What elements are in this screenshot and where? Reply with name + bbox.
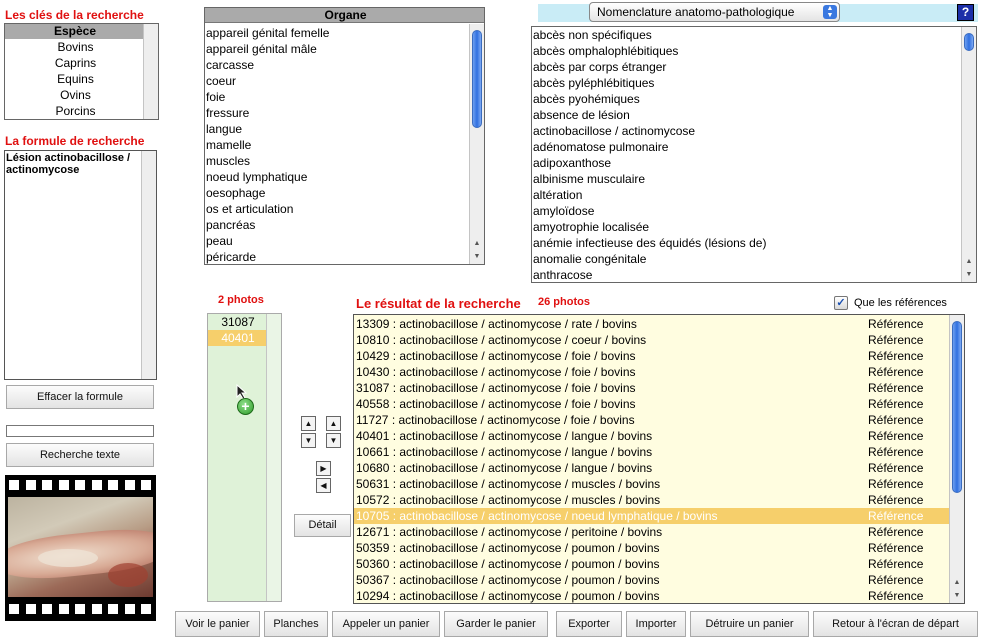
result-row[interactable] xyxy=(354,316,951,332)
result-text: 13309 : actinobacillose / actinomycose / rate / bovins xyxy=(356,317,637,331)
arrow-left-icon[interactable]: ◀ xyxy=(316,478,331,493)
organ-item[interactable]: fressure xyxy=(206,106,250,120)
result-row[interactable] xyxy=(354,588,951,604)
result-text: 50367 : actinobacillose / actinomycose / poumon / bovins xyxy=(356,573,660,587)
result-row[interactable] xyxy=(354,492,951,508)
nomenclature-list[interactable] xyxy=(531,26,977,283)
text-search-input[interactable] xyxy=(6,425,154,437)
result-text: 50360 : actinobacillose / actinomycose / poumon / bovins xyxy=(356,557,660,571)
result-text: 10429 : actinobacillose / actinomycose / foie / bovins xyxy=(356,349,636,363)
organ-list[interactable] xyxy=(204,7,485,265)
organ-scroll-thumb[interactable] xyxy=(472,30,482,128)
back-home-button[interactable]: Retour à l'écran de départ xyxy=(813,611,978,637)
species-item[interactable]: Porcins xyxy=(55,104,96,118)
organ-item[interactable]: coeur xyxy=(206,74,237,88)
import-button[interactable]: Importer xyxy=(626,611,686,637)
nomenclature-item[interactable]: anémie infectieuse des équidés (lésions de) xyxy=(533,236,767,250)
detail-button[interactable]: Détail xyxy=(294,514,351,537)
result-text: 50359 : actinobacillose / actinomycose / poumon / bovins xyxy=(356,541,660,555)
arrow-right-icon[interactable]: ▶ xyxy=(316,461,331,476)
organ-item[interactable]: oesophage xyxy=(206,186,266,200)
result-ref: Référence xyxy=(868,573,924,587)
result-row[interactable] xyxy=(354,364,951,380)
result-text: 10680 : actinobacillose / actinomycose / langue / bovins xyxy=(356,461,653,475)
organ-item[interactable]: os et articulation xyxy=(206,202,294,216)
result-row[interactable] xyxy=(354,380,951,396)
call-basket-button[interactable]: Appeler un panier xyxy=(332,611,440,637)
refs-only-label: Que les références xyxy=(854,297,947,309)
result-ref: Référence xyxy=(868,493,924,507)
arrow-up-icon[interactable]: ▲ xyxy=(301,416,316,431)
nomenclature-item[interactable]: abcès pyohémiques xyxy=(533,92,640,106)
select-arrows-icon: ▲ ▼ xyxy=(823,5,837,19)
scroll-down-icon[interactable]: ▼ xyxy=(965,271,973,278)
results-count: 26 photos xyxy=(538,296,590,308)
view-basket-button[interactable]: Voir le panier xyxy=(175,611,260,637)
film-perforation xyxy=(42,480,52,490)
result-row[interactable] xyxy=(354,444,951,460)
film-perforation xyxy=(92,480,102,490)
result-row[interactable] xyxy=(354,412,951,428)
nomenclature-scrollbar[interactable] xyxy=(961,27,976,282)
result-text: 31087 : actinobacillose / actinomycose / foie / bovins xyxy=(356,381,636,395)
result-ref: Référence xyxy=(868,525,924,539)
result-row[interactable] xyxy=(354,460,951,476)
organ-item[interactable]: carcasse xyxy=(206,58,255,72)
nomenclature-item[interactable]: adipoxanthose xyxy=(533,156,612,170)
nomenclature-item[interactable]: amyloïdose xyxy=(533,204,595,218)
nomenclature-selected: Nomenclature anatomo-pathologique xyxy=(597,5,795,19)
result-row[interactable] xyxy=(354,332,951,348)
result-text: 10294 : actinobacillose / actinomycose / poumon / bovins xyxy=(356,589,660,603)
species-item[interactable]: Ovins xyxy=(60,88,91,102)
scroll-down-icon[interactable]: ▼ xyxy=(473,253,481,260)
result-row[interactable] xyxy=(354,428,951,444)
nomenclature-scroll-thumb[interactable] xyxy=(964,33,974,51)
nomenclature-item[interactable]: anthracose xyxy=(533,268,593,282)
destroy-basket-button[interactable]: Détruire un panier xyxy=(690,611,809,637)
organ-item[interactable]: muscles xyxy=(206,154,251,168)
organ-header: Organe xyxy=(205,8,485,23)
scroll-up-icon[interactable]: ▲ xyxy=(953,579,961,586)
species-scrollbar[interactable] xyxy=(143,24,158,119)
film-perforation xyxy=(59,480,69,490)
photo-thumbnail xyxy=(8,497,153,597)
species-item[interactable]: Caprins xyxy=(54,56,97,70)
arrow-down-icon[interactable]: ▼ xyxy=(326,433,341,448)
film-perforation xyxy=(75,604,85,614)
result-text: 10705 : actinobacillose / actinomycose / noeud lymphatique / bovins xyxy=(356,509,718,523)
species-item[interactable]: Equins xyxy=(57,72,94,86)
nomenclature-item[interactable]: abcès non spécifiques xyxy=(533,28,652,42)
photo-id-list[interactable] xyxy=(207,313,282,602)
film-perforation xyxy=(26,604,36,614)
result-row[interactable] xyxy=(354,540,951,556)
film-perforation xyxy=(141,604,151,614)
nomenclature-item[interactable]: abcès omphalophlébitiques xyxy=(533,44,679,58)
result-text: 10810 : actinobacillose / actinomycose / coeur / bovins xyxy=(356,333,647,347)
result-ref: Référence xyxy=(868,557,924,571)
species-item[interactable]: Bovins xyxy=(57,40,94,54)
result-row[interactable] xyxy=(354,572,951,588)
film-perforation xyxy=(9,604,19,614)
result-row[interactable] xyxy=(354,508,951,524)
nomenclature-item[interactable]: abcès par corps étranger xyxy=(533,60,667,74)
formula-textarea[interactable] xyxy=(4,150,157,380)
result-text: 12671 : actinobacillose / actinomycose / peritoine / bovins xyxy=(356,525,663,539)
result-ref: Référence xyxy=(868,317,924,331)
organ-scrollbar[interactable] xyxy=(469,24,484,264)
nomenclature-item[interactable]: albinisme musculaire xyxy=(533,172,646,186)
film-perforation xyxy=(92,604,102,614)
result-ref: Référence xyxy=(868,397,924,411)
result-ref: Référence xyxy=(868,461,924,475)
organ-item[interactable]: pancréas xyxy=(206,218,256,232)
result-text: 10572 : actinobacillose / actinomycose / muscles / bovins xyxy=(356,493,661,507)
nomenclature-item[interactable]: absence de lésion xyxy=(533,108,630,122)
photo-id-item-selected[interactable]: 40401 xyxy=(208,330,268,346)
film-perforation xyxy=(42,604,52,614)
organ-item[interactable]: foie xyxy=(206,90,226,104)
result-ref: Référence xyxy=(868,589,924,603)
nomenclature-item[interactable]: altération xyxy=(533,188,583,202)
species-list[interactable] xyxy=(4,23,159,120)
formula-title: La formule de recherche xyxy=(5,134,145,148)
result-text: 50631 : actinobacillose / actinomycose / muscles / bovins xyxy=(356,477,661,491)
result-row[interactable] xyxy=(354,476,951,492)
results-title: Le résultat de la recherche xyxy=(356,296,521,311)
results-list[interactable] xyxy=(353,314,965,604)
result-ref: Référence xyxy=(868,477,924,491)
nomenclature-select[interactable] xyxy=(589,2,840,22)
nomenclature-item[interactable]: anomalie congénitale xyxy=(533,252,647,266)
help-button[interactable]: ? xyxy=(957,4,974,21)
keys-title: Les clés de la recherche xyxy=(5,8,144,22)
nomenclature-item[interactable]: actinobacillose / actinomycose xyxy=(533,124,696,138)
result-row[interactable] xyxy=(354,348,951,364)
organ-item[interactable]: langue xyxy=(206,122,243,136)
film-perforation xyxy=(59,604,69,614)
film-perforation xyxy=(141,480,151,490)
photo-count: 2 photos xyxy=(218,294,264,306)
photo-id-item[interactable]: 31087 xyxy=(221,315,255,329)
formula-text: Lésion actinobacillose / actinomycose xyxy=(6,152,131,176)
film-perforation xyxy=(108,604,118,614)
nomenclature-item[interactable]: amyotrophie localisée xyxy=(533,220,650,234)
formula-scrollbar[interactable] xyxy=(141,151,156,379)
scroll-up-icon[interactable]: ▲ xyxy=(965,258,973,265)
film-perforation xyxy=(26,480,36,490)
film-perforation xyxy=(108,480,118,490)
result-ref: Référence xyxy=(868,365,924,379)
scroll-up-icon[interactable]: ▲ xyxy=(473,240,481,247)
result-ref: Référence xyxy=(868,413,924,427)
refs-only-checkbox[interactable]: ✓ xyxy=(834,296,848,310)
nomenclature-item[interactable]: adénomatose pulmonaire xyxy=(533,140,669,154)
organ-item[interactable]: mamelle xyxy=(206,138,252,152)
film-perforation xyxy=(125,604,135,614)
scroll-down-icon[interactable]: ▼ xyxy=(953,592,961,599)
clear-formula-button[interactable]: Effacer la formule xyxy=(6,385,154,409)
result-ref: Référence xyxy=(868,509,924,523)
result-text: 10430 : actinobacillose / actinomycose / foie / bovins xyxy=(356,365,636,379)
result-ref: Référence xyxy=(868,333,924,347)
organ-item[interactable]: peau xyxy=(206,234,233,248)
result-text: 40558 : actinobacillose / actinomycose / foie / bovins xyxy=(356,397,636,411)
arrow-down-icon[interactable]: ▼ xyxy=(301,433,316,448)
arrow-up-icon[interactable]: ▲ xyxy=(326,416,341,431)
result-ref: Référence xyxy=(868,445,924,459)
result-row[interactable] xyxy=(354,556,951,572)
nomenclature-item[interactable]: abcès pyléphlébitiques xyxy=(533,76,655,90)
export-button[interactable]: Exporter xyxy=(556,611,622,637)
results-scrollbar[interactable] xyxy=(949,315,964,603)
result-row[interactable] xyxy=(354,396,951,412)
film-perforation xyxy=(75,480,85,490)
photo-filmstrip[interactable] xyxy=(5,475,156,621)
film-perforation xyxy=(125,480,135,490)
keep-basket-button[interactable]: Garder le panier xyxy=(444,611,548,637)
result-ref: Référence xyxy=(868,381,924,395)
result-text: 10661 : actinobacillose / actinomycose / langue / bovins xyxy=(356,445,653,459)
result-row[interactable] xyxy=(354,524,951,540)
result-text: 11727 : actinobacillose / actinomycose / foie / bovins xyxy=(356,413,635,427)
result-ref: Référence xyxy=(868,541,924,555)
text-search-button[interactable]: Recherche texte xyxy=(6,443,154,467)
organ-item[interactable]: appareil génital mâle xyxy=(206,42,317,56)
add-to-basket-icon[interactable]: + xyxy=(237,398,254,415)
organ-item[interactable]: péricarde xyxy=(206,250,257,264)
film-perforation xyxy=(9,480,19,490)
species-header: Espèce xyxy=(5,24,145,39)
plates-button[interactable]: Planches xyxy=(264,611,328,637)
organ-item[interactable]: noeud lymphatique xyxy=(206,170,308,184)
results-scroll-thumb[interactable] xyxy=(952,321,962,493)
organ-item[interactable]: appareil génital femelle xyxy=(206,26,330,40)
result-text: 40401 : actinobacillose / actinomycose / langue / bovins xyxy=(356,429,653,443)
photo-list-scrollbar[interactable] xyxy=(266,314,281,601)
result-ref: Référence xyxy=(868,429,924,443)
result-ref: Référence xyxy=(868,349,924,363)
